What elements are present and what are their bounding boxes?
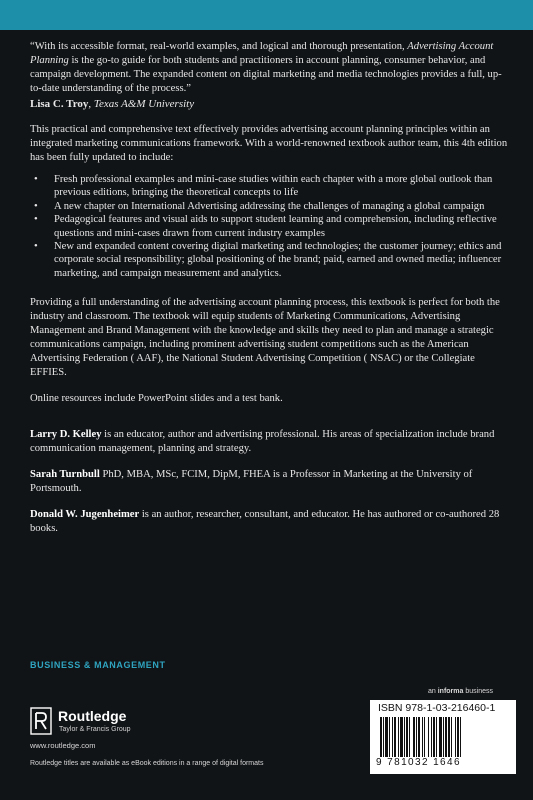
quote-author-affiliation: Texas A&M University (93, 98, 195, 110)
subject-category: BUSINESS & MANAGEMENT (30, 660, 166, 670)
publisher-group: Taylor & Francis Group (59, 726, 131, 733)
bullet-icon: • (34, 214, 38, 226)
barcode-bar (431, 717, 432, 757)
barcode-bar (460, 717, 461, 757)
barcode-bar (436, 717, 437, 757)
barcode-bars (378, 717, 508, 757)
summary-paragraph: Providing a full understanding of the advertising account planning process, this textbook is perfect for both the industry and classroom. The textbook will equip students of Marketing Communications, Advertising Management and Brand Management with the knowledge and skills they need to plan and manage a strategic communications campaign, including prominent advertising student competitions such as the American Advertising Federation ( AAF), the National Student Advertising Competition ( NSAC) or the Collegiate EFFIES. (30, 297, 500, 379)
resources-line: Online resources include PowerPoint slides and a test bank. (30, 393, 283, 405)
barcode-bar (422, 717, 423, 757)
author-name: Sarah Turnbull (30, 469, 100, 481)
bullet-icon: • (34, 174, 38, 185)
author-bio-kelley: Larry D. Kelley is an educator, author and advertising professional. His areas of specialization include brand communication management, planning and strategy. (30, 429, 495, 455)
isbn-number: ISBN 978-1-03-216460-1 (378, 702, 496, 714)
barcode-bar (433, 717, 435, 757)
barcode-bar (392, 717, 393, 757)
barcode-bar (385, 717, 388, 757)
intro-paragraph: This practical and comprehensive text effectively provides advertising account planning principles within an integrated marketing communications framework. With a world-renowned textbook author team, this 4th edition has been fully updated to include: (30, 124, 508, 163)
feature-list-item: • Pedagogical features and visual aids to support student learning and comprehension, including reflective questions and mini-cases drawn from current industry examples (34, 214, 497, 239)
routledge-logo (30, 707, 190, 737)
bullet-icon: • (34, 200, 38, 212)
barcode-bar (445, 717, 447, 757)
barcode-bar (398, 717, 399, 757)
endorsement-quote (30, 40, 512, 96)
feature-list-item: • Fresh professional examples and mini-case studies within each chapter with a more global outlook than previous editions, bringing the theoretical concepts to life (34, 174, 493, 199)
feature-list (30, 173, 512, 280)
routledge-logo-icon (30, 707, 52, 735)
barcode-bar (448, 717, 450, 757)
barcode-bar (451, 717, 452, 757)
quote-text-start: “With its accessible format, real-world examples, and logical and thorough presentation, (30, 41, 408, 52)
barcode-bar (418, 717, 420, 757)
barcode-bar (383, 717, 384, 757)
ebook-availability-note: Routledge titles are available as eBook editions in a range of digital formats (30, 760, 264, 767)
barcode-bar (400, 717, 403, 757)
barcode-bar (409, 717, 410, 757)
isbn-barcode (370, 700, 516, 774)
bullet-icon: • (34, 241, 38, 253)
barcode-bar (428, 717, 429, 757)
barcode-bar (394, 717, 396, 757)
feature-list-item: • New and expanded content covering digital marketing and technologies; the customer journey; ethics and corporate social responsibility; global positioning of the brand; paid, earned and owned media; influencer marketing, and campaign measurement and analytics. (34, 241, 502, 279)
quote-book-title: Advertising Account Planning (30, 41, 494, 66)
barcode-bar (424, 717, 425, 757)
publisher-website[interactable]: www.routledge.com (30, 741, 96, 750)
back-cover-text (30, 40, 512, 536)
feature-list-item: • A new chapter on International Advertising addressing the challenges of managing a global campaign (34, 200, 485, 212)
barcode-bar (439, 717, 442, 757)
barcode-bar (404, 717, 405, 757)
barcode-bar (389, 717, 390, 757)
author-name: Donald W. Jugenheimer (30, 509, 140, 521)
quote-attribution: Lisa C. Troy, Texas A&M University (30, 98, 195, 110)
author-bio-turnbull: Sarah Turnbull PhD, MBA, MSc, FCIM, DipM, FHEA is a Professor in Marketing at the University of Portsmouth. (30, 469, 473, 495)
publisher-name: Routledge (58, 708, 127, 724)
barcode-bar (455, 717, 456, 757)
top-color-band (0, 0, 533, 30)
barcode-bar (416, 717, 417, 757)
barcode-bar (406, 717, 408, 757)
barcode-bar (443, 717, 444, 757)
barcode-digits: 9 781032 1646 (376, 757, 461, 768)
barcode-bar (457, 717, 459, 757)
author-name: Larry D. Kelley (30, 429, 102, 441)
quote-author-name: Lisa C. Troy (30, 98, 89, 110)
barcode-bar (380, 717, 382, 757)
informa-business-label: an informa business (428, 688, 493, 695)
barcode-bar (413, 717, 415, 757)
author-bio-jugenheimer: Donald W. Jugenheimer is an author, researcher, consultant, and educator. He has authored or co-authored 28 books. (30, 509, 500, 535)
quote-text-end: is the go-to guide for both students and practitioners in account planning, consumer behavior, and campaign development. The expanded content on digital marketing and media technologies provides a full, up-to-date understanding of the process.” (30, 55, 502, 94)
